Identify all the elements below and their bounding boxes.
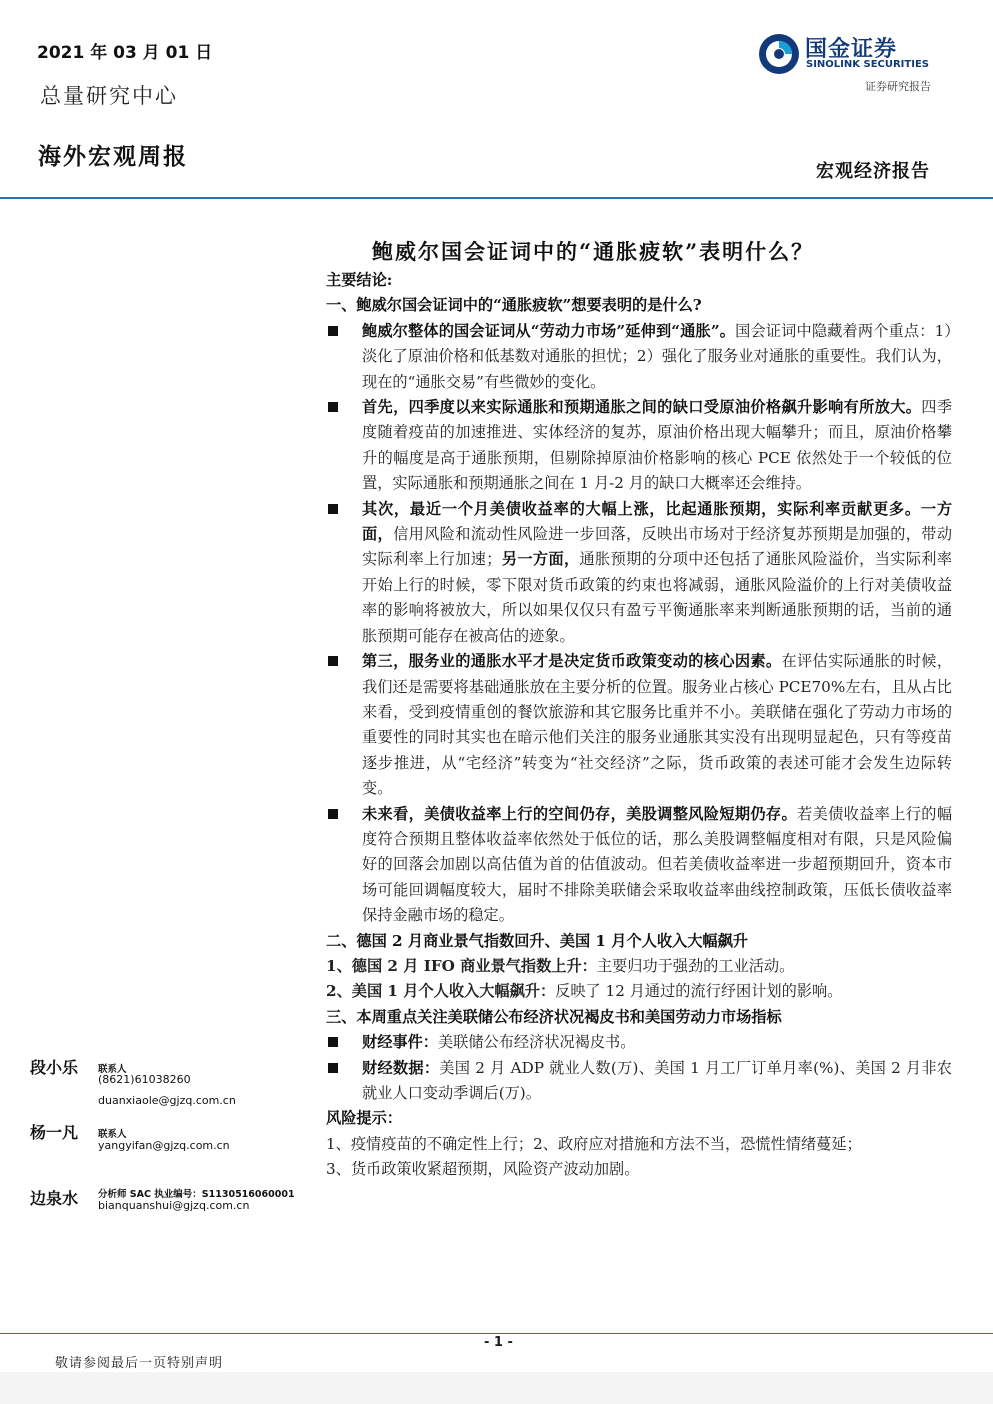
author-card (30, 1055, 236, 1107)
square-bullet-icon (328, 402, 338, 412)
author-email[interactable]: duanxiaole@gjzq.com.cn (98, 1094, 236, 1107)
report-date: 2021 年 03 月 01 日 (37, 43, 213, 63)
bullet-lead-2: 一方面， (362, 499, 953, 544)
brand-name-cn: 国金证券 (805, 37, 898, 62)
risk-line: 3、货币政策收紧超预期，风险资产波动加剧。 (326, 1160, 640, 1179)
brand-sub-label: 证券研究报告 (865, 80, 931, 93)
bullet-lead: 第三，服务业的通胀水平才是决定货币政策变动的核心因素。 (362, 652, 782, 671)
bullet-lead: 财经事件： (362, 1033, 438, 1052)
author-role: 联系人 (98, 1129, 127, 1140)
item-lead: 2、美国 1 月个人收入大幅飙升： (326, 982, 556, 1001)
footer-divider (0, 1333, 993, 1334)
bullet-body: 国会证词中隐藏着两个重点：1）淡化了原油价格和低基数对通胀的担忧；2）强化了服务业对通胀的重要性。我们认为，现在的“通胀交易”有些微妙的变化。 (362, 321, 952, 391)
section-2-item (326, 954, 952, 979)
footer-bar (0, 1372, 993, 1404)
bullet-body: 美联储公布经济状况褐皮书。 (437, 1033, 636, 1052)
main-conclusion-label: 主要结论: (326, 271, 393, 289)
square-bullet-icon (328, 326, 338, 336)
bullet-body: 若美债收益率上行的幅度符合预期且整体收益率依然处于低位的话，那么美股调整幅度相对有限，只是风险偏好的回落会加剧以高估值为首的估值波动。但若美债收益率进一步超预期回升，资本市场可能回调幅度较大，届时不排除美联储会采取收益率曲线控制政策，压低长债收益率保持金融市场的稳定。 (362, 804, 953, 925)
section-3-heading: 三、本周重点关注美联储公布经济状况褐皮书和美国劳动力市场指标 (326, 1007, 782, 1026)
page-number: - 1 - (484, 1335, 513, 1350)
section-1-bullet (326, 649, 952, 801)
report-series: 海外宏观周报 (38, 143, 188, 170)
item-body: 主要归功于强劲的工业活动。 (596, 956, 795, 975)
header-divider (0, 197, 993, 199)
bullet-lead: 首先，四季度以来实际通胀和预期通胀之间的缺口受原油价格飙升影响有所放大。 (362, 398, 922, 417)
bullet-body: 信用风险和流动性风险进一步回落，反映出市场对于经济复苏预期是加强的，带动实际利率上行加速； (362, 525, 953, 569)
item-lead: 1、德国 2 月 IFO 商业景气指数上升： (326, 956, 597, 975)
risk-line: 1、疫情疫苗的不确定性上行；2、政府应对措施和方法不当，恐慌性情绪蔓延； (326, 1134, 862, 1153)
brand-name-en: SINOLINK SECURITIES (806, 59, 929, 70)
square-bullet-icon (328, 809, 338, 819)
section-2-heading: 二、德国 2 月商业景气指数回升、美国 1 月个人收入大幅飙升 (326, 931, 748, 950)
brand-logo (757, 30, 947, 78)
square-bullet-icon (328, 1037, 338, 1047)
section-1-bullet (326, 395, 952, 497)
bullet-lead: 未来看，美债收益率上行的空间仍存，美股调整风险短期仍存。 (362, 804, 797, 823)
square-bullet-icon (328, 504, 338, 514)
author-role: 联系人 (98, 1064, 127, 1075)
section-1-bullet (326, 497, 952, 649)
section-1-heading: 一、鲍威尔国会证词中的“通胀疲软”想要表明的是什么? (326, 296, 702, 315)
risk-heading: 风险提示： (326, 1109, 402, 1128)
item-body: 反映了 12 月通过的流行纾困计划的影响。 (555, 982, 843, 1001)
bullet-body-2: 通胀预期的分项中还包括了通胀风险溢价，当实际利率开始上行的时候，零下限对货币政策的约束也将减弱，通胀风险溢价的上行对美债收益率的影响将被放大，所以如果仅仅只有盈亏平衡通胀率来判断通胀预期的话，当前的通胀预期可能存在被高估的迹象。 (362, 550, 953, 645)
main-content (326, 268, 952, 1183)
author-role: 分析师 SAC 执业编号：S1130516060001 (98, 1189, 295, 1200)
author-name: 边泉水 (30, 1189, 79, 1208)
research-center: 总量研究中心 (40, 84, 178, 108)
section-2-item (326, 979, 952, 1004)
bullet-body: 美国 2 月 ADP 就业人数(万)、美国 1 月工厂订单月率(%)、美国 2 月非农就业人口变动季调后(万)。 (362, 1058, 952, 1102)
bullet-lead: 鲍威尔整体的国会证词从“劳动力市场”延伸到“通胀”。 (362, 321, 736, 340)
bullet-body: 四季度随着疫苗的加速推进、实体经济的复苏，原油价格出现大幅攀升；而且，原油价格攀升的幅度是高于通胀预期，但剔除掉原油价格影响的核心 PCE 依然处于一个较低的位置，实际通胀和预期通胀之间在 1 月-2 月的缺口大概率还会维持。 (362, 398, 953, 493)
square-bullet-icon (328, 656, 338, 666)
bullet-lead: 其次，最近一个月美债收益率的大幅上涨，比起通胀预期，实际利率贡献更多。 (362, 499, 921, 518)
section-1-bullet (326, 319, 952, 395)
author-email[interactable]: bianquanshui@gjzq.com.cn (98, 1199, 250, 1212)
author-email[interactable]: yangyifan@gjzq.com.cn (98, 1139, 230, 1152)
report-type: 宏观经济报告 (816, 161, 930, 182)
author-phone: (8621)61038260 (98, 1073, 191, 1086)
bullet-lead: 财经数据： (362, 1058, 440, 1077)
square-bullet-icon (328, 1063, 338, 1073)
section-1-bullet (326, 802, 952, 929)
author-card (30, 1120, 230, 1152)
section-3-bullet (326, 1056, 952, 1107)
bullet-lead-3: 另一方面， (501, 550, 580, 569)
section-3-bullet (326, 1030, 952, 1055)
sinolink-logo-icon (757, 32, 801, 76)
footer-disclaimer: 敬请参阅最后一页特别声明 (55, 1356, 224, 1371)
report-title: 鲍威尔国会证词中的“通胀疲软”表明什么？ (372, 239, 815, 264)
bullet-body: 在评估实际通胀的时候，我们还是需要将基础通胀放在主要分析的位置。服务业占核心 PCE70%左右，且从占比来看，受到疫情重创的餐饮旅游和其它服务比重并不小。美联储在强化了劳动力市场的重要性的同时其实也在暗示他们关注的服务业通胀其实没有出现明显起色，只有等疫苗逐步推进，从“宅经济”转变为“社交经济”之际，货币政策的表述可能才会发生边际转变。 (362, 652, 953, 798)
author-name: 杨一凡 (30, 1123, 79, 1142)
author-card (30, 1186, 295, 1212)
author-name: 段小乐 (30, 1058, 79, 1077)
